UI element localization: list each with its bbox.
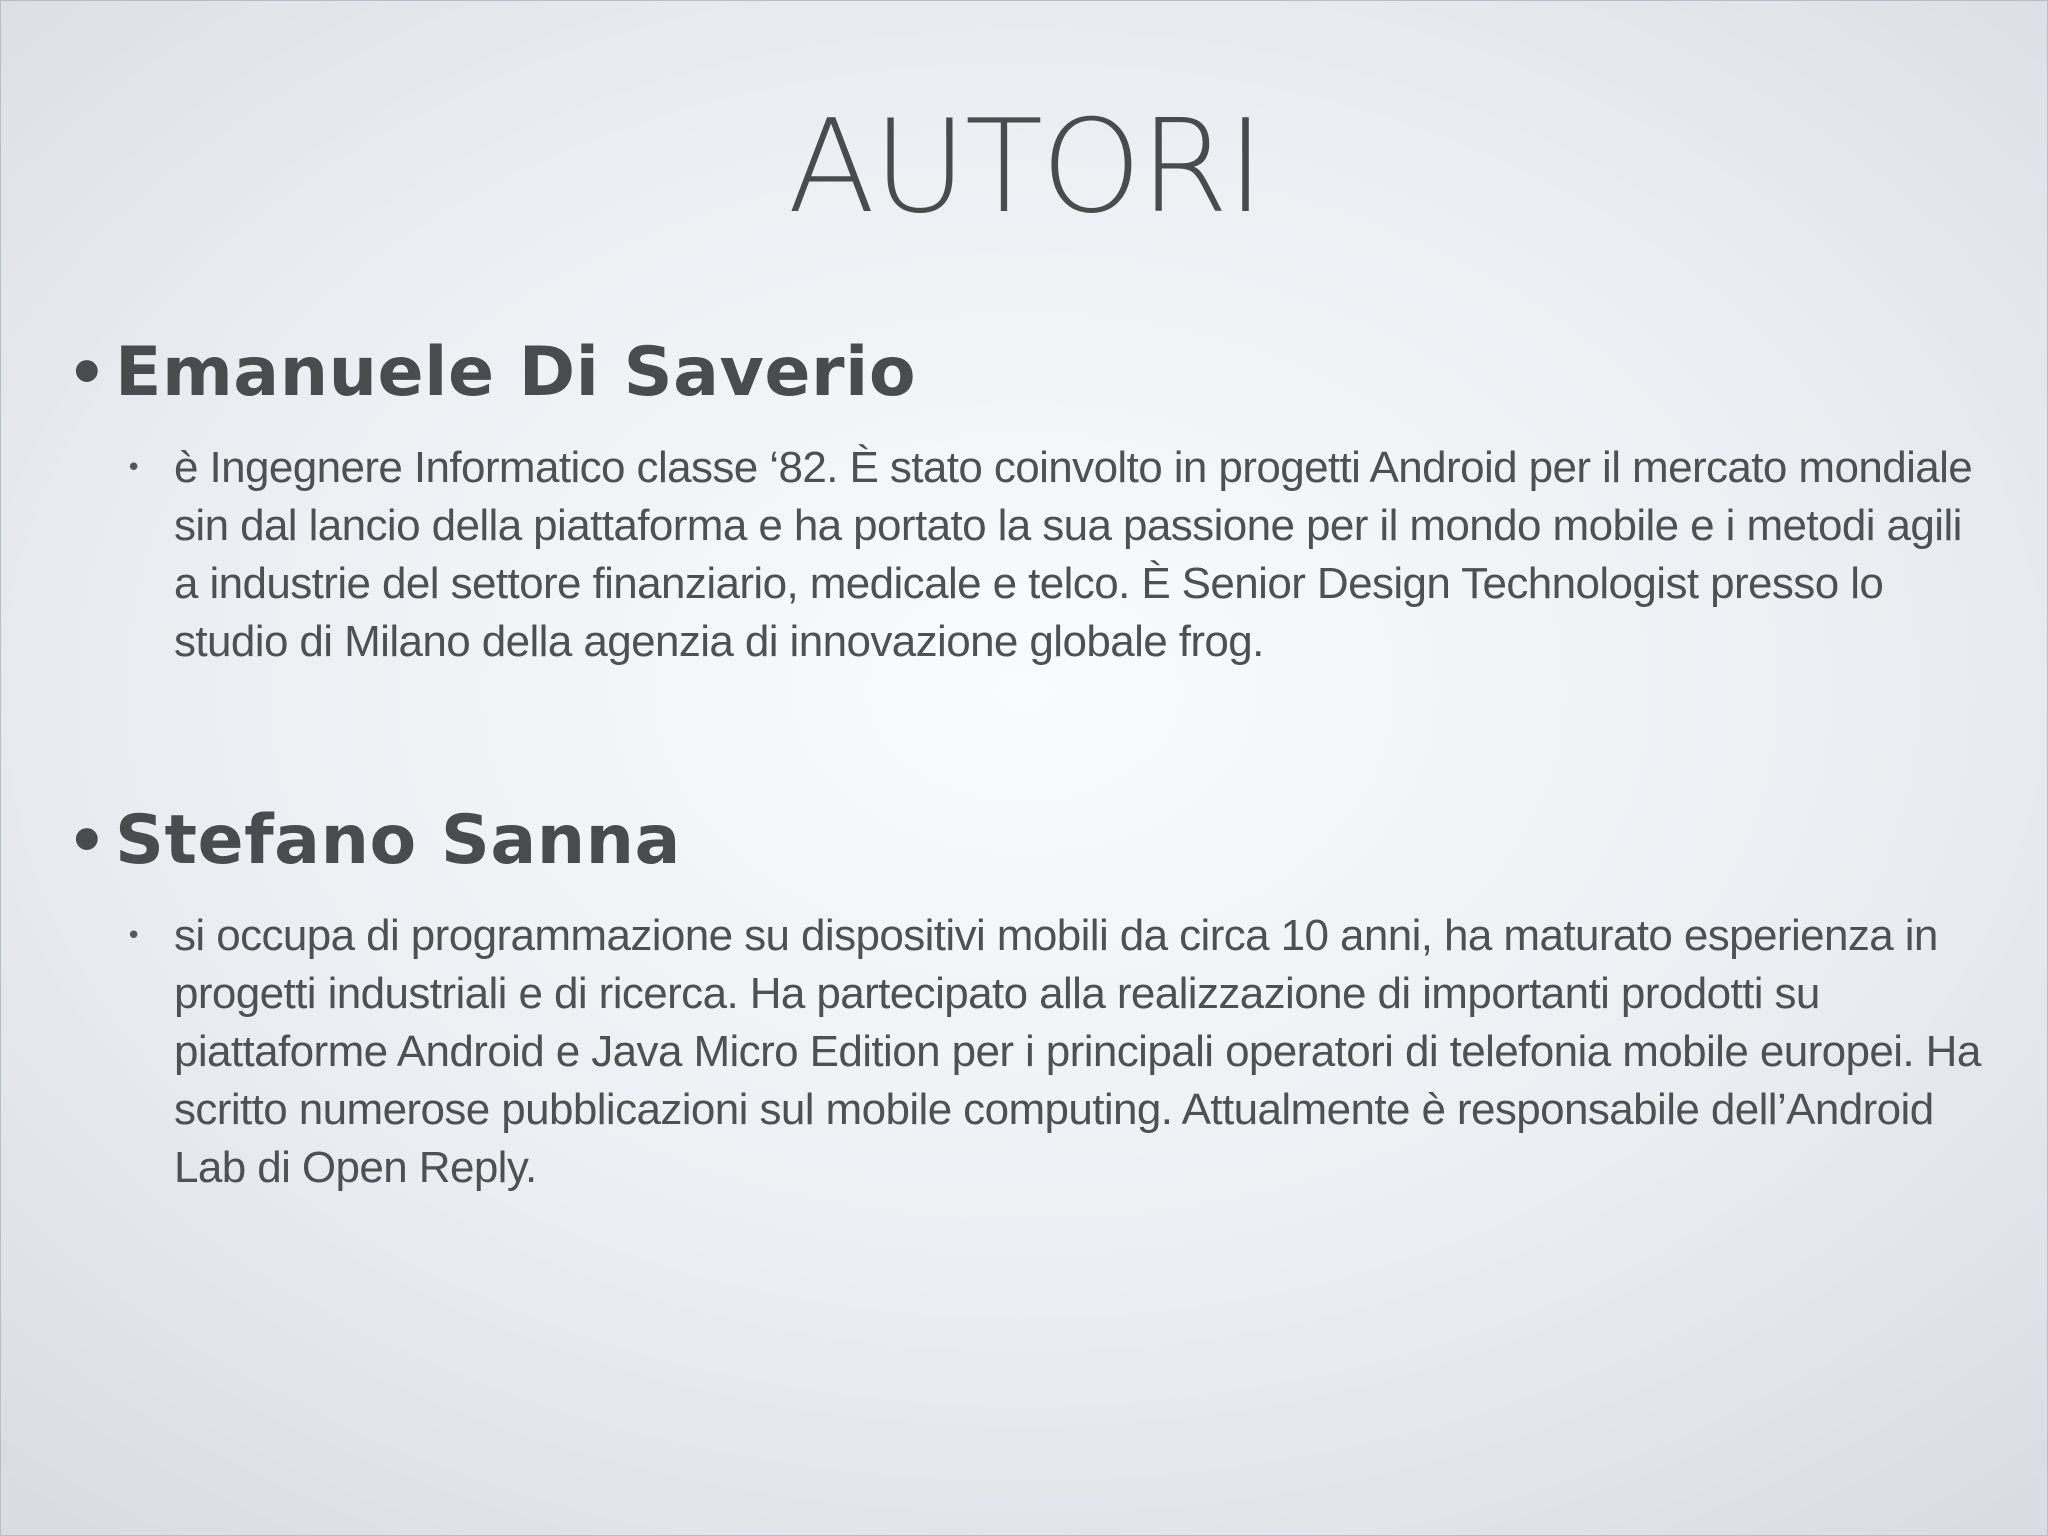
slide-title: AUTORI: [787, 93, 1263, 242]
author-name: Stefano Sanna: [115, 801, 681, 880]
sub-bullet-icon: •: [126, 453, 142, 483]
author-bio: si occupa di programmazione su dispositivi mobili da circa 10 anni, ha maturato esperienza in progetti industriali e di ricerca. Ha partecipato alla realizzazione di importanti prodotti su piattaforme Android e Java Micro Edition per i principali operatori di telefonia mobile europei. Ha scritto numerose pubblicazioni sul mobile computing. Attualmente è responsabile dell’Android Lab di Open Reply.: [174, 911, 1981, 1192]
sub-bullet-icon: •: [126, 921, 142, 951]
bullet-icon: •: [67, 804, 107, 877]
author-name-row: [67, 333, 1997, 413]
bullet-icon: •: [67, 336, 107, 409]
author-name: Emanuele Di Saverio: [115, 333, 917, 412]
author-name-row: [67, 801, 1997, 881]
author-section: [67, 801, 1997, 1197]
author-section: [67, 333, 1997, 671]
author-bio-row: [126, 439, 1997, 671]
author-bio: è Ingegnere Informatico classe ‘82. È stato coinvolto in progetti Android per il mercato mondiale sin dal lancio della piattaforma e ha portato la sua passione per il mondo mobile e i metodi agili a industrie del settore finanziario, medicale e telco. È Senior Design Technologist presso lo studio di Milano della agenzia di innovazione globale frog.: [174, 443, 1973, 666]
author-bio-row: [126, 907, 1997, 1197]
